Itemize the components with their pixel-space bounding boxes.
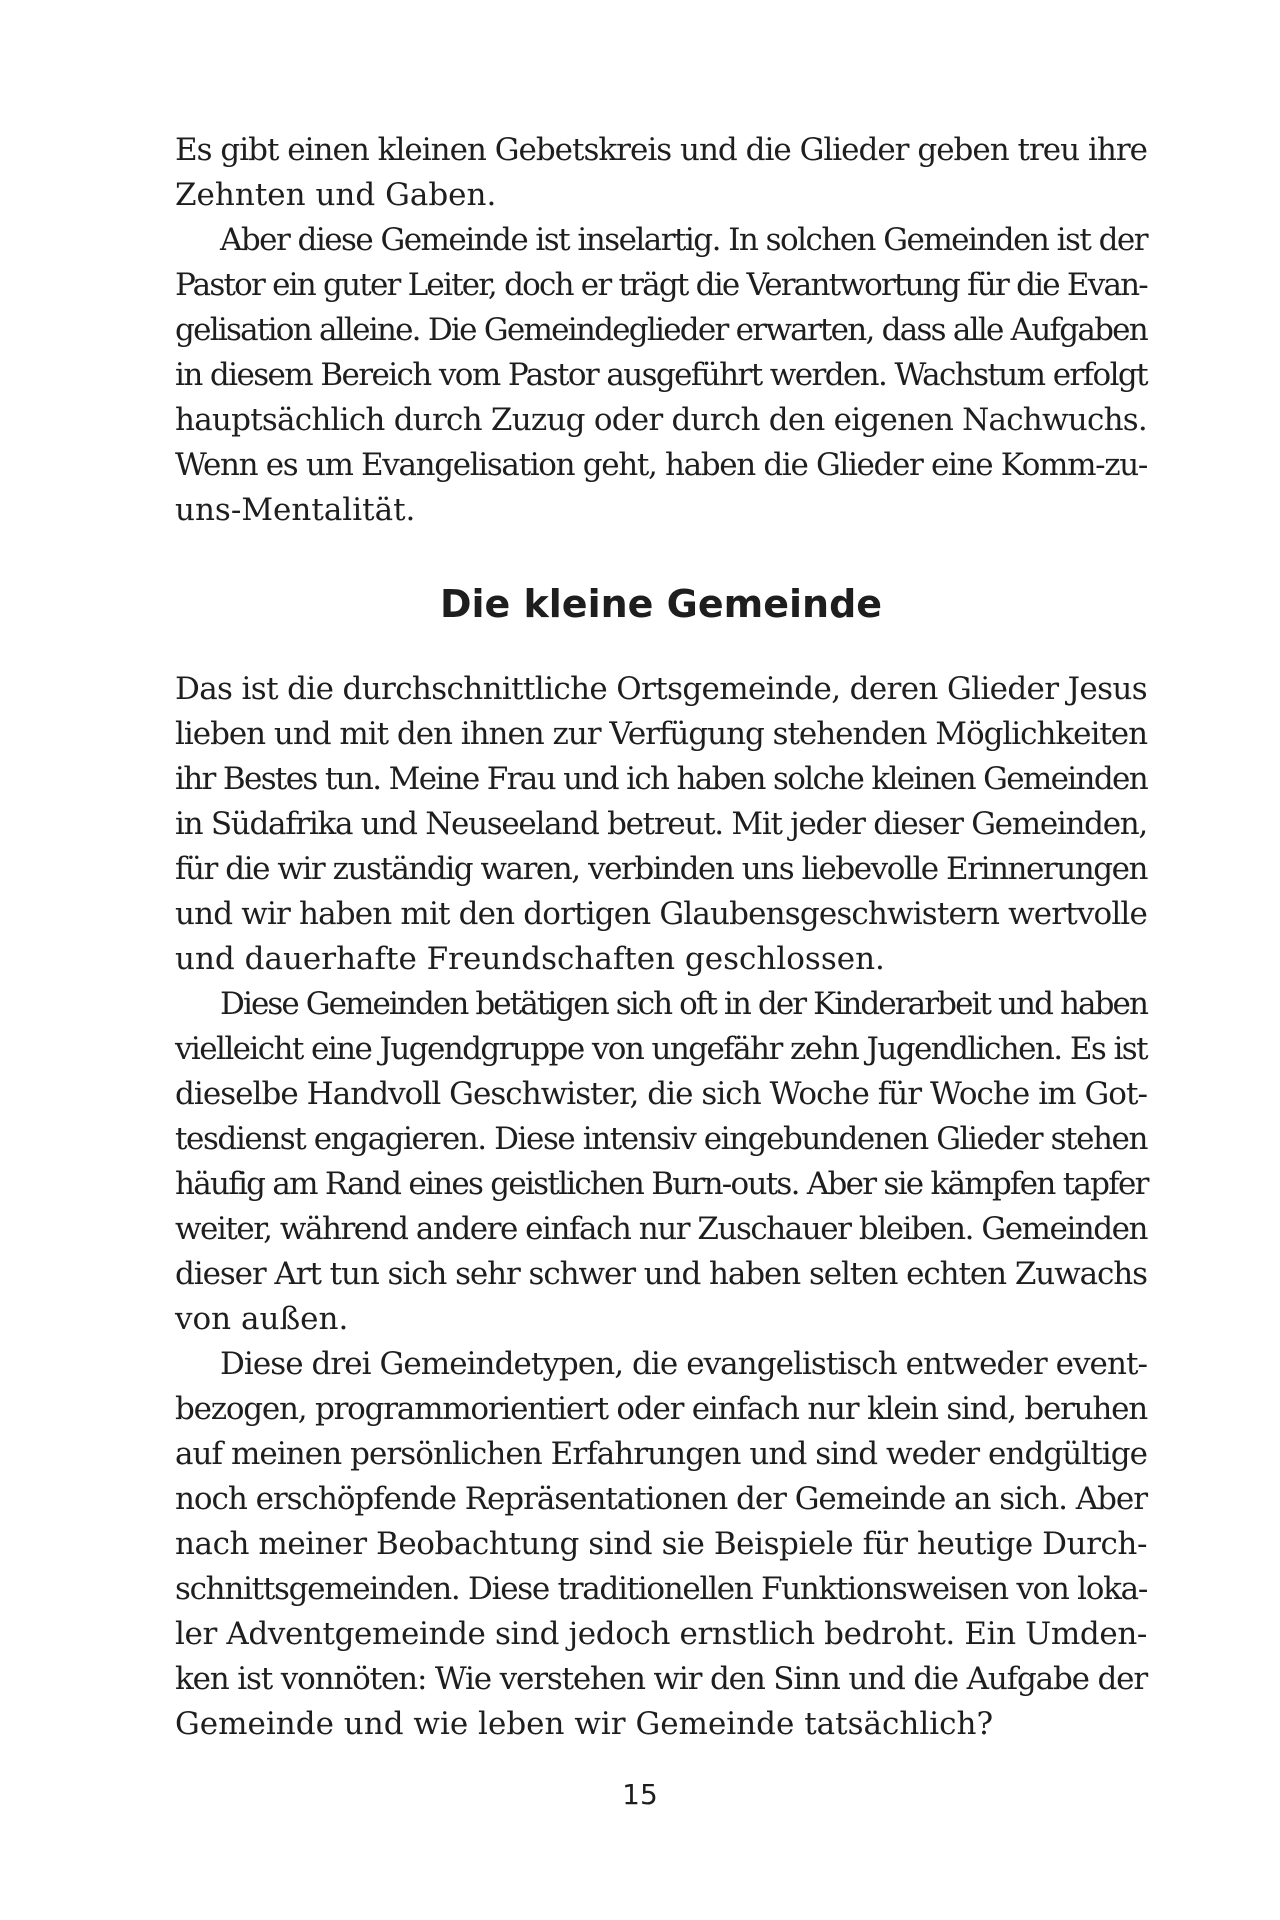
text-line: uns-Mentalität. — [175, 492, 416, 528]
text-line: Pastor ein guter Leiter, doch er trägt die Verantwortung für die Evan- — [175, 267, 1147, 303]
text-line: von außen. — [175, 1301, 349, 1337]
page-number: 15 — [622, 1778, 658, 1811]
text-line: schnittsgemeinden. Diese traditionellen Funktionsweisen von loka- — [175, 1571, 1147, 1607]
text-line: tesdienst engagieren. Diese intensiv eingebundenen Glieder stehen — [175, 1121, 1147, 1157]
text-line: Wenn es um Evangelisation geht, haben die Glieder eine Komm-zu- — [175, 447, 1147, 483]
text-line: ihr Bestes tun. Meine Frau und ich haben solche kleinen Gemeinden — [175, 761, 1147, 797]
text-line: häufig am Rand eines geistlichen Burn-outs. Aber sie kämpfen tapfer — [175, 1166, 1148, 1202]
text-line: gelisation alleine. Die Gemeindeglieder erwarten, dass alle Aufgaben — [175, 312, 1147, 348]
text-line: Es gibt einen kleinen Gebetskreis und die Glieder geben treu ihre — [175, 132, 1147, 168]
text-line: Diese drei Gemeindetypen, die evangelistisch entweder event- — [220, 1346, 1147, 1382]
text-line: in diesem Bereich vom Pastor ausgeführt werden. Wachstum erfolgt — [175, 357, 1147, 393]
section-heading: Die kleine Gemeinde — [439, 582, 883, 626]
text-line: ken ist vonnöten: Wie verstehen wir den Sinn und die Aufgabe der — [175, 1661, 1147, 1697]
text-line: bezogen, programmorientiert oder einfach nur klein sind, beruhen — [175, 1391, 1147, 1427]
text-line: dieselbe Handvoll Geschwister, die sich Woche für Woche im Got- — [175, 1076, 1147, 1112]
text-line: auf meinen persönlichen Erfahrungen und sind weder endgültige — [175, 1436, 1147, 1472]
text-line: in Südafrika und Neuseeland betreut. Mit jeder dieser Gemeinden, — [175, 806, 1147, 842]
text-line: lieben und mit den ihnen zur Verfügung stehenden Möglichkeiten — [175, 716, 1147, 752]
text-block-bottom — [175, 667, 1147, 1747]
text-line: und dauerhafte Freundschaften geschlossen. — [175, 941, 885, 977]
text-line: Gemeinde und wie leben wir Gemeinde tatsächlich? — [175, 1706, 994, 1742]
text-line: dieser Art tun sich sehr schwer und haben selten echten Zuwachs — [175, 1256, 1147, 1292]
text-line: nach meiner Beobachtung sind sie Beispiele für heutige Durch- — [175, 1526, 1147, 1562]
text-line: weiter, während andere einfach nur Zuschauer bleiben. Gemeinden — [175, 1211, 1147, 1247]
text-line: hauptsächlich durch Zuzug oder durch den eigenen Nachwuchs. — [175, 402, 1148, 438]
text-line: für die wir zuständig waren, verbinden uns liebevolle Erinnerungen — [175, 851, 1147, 887]
text-line: Zehnten und Gaben. — [175, 177, 497, 213]
text-line: und wir haben mit den dortigen Glaubensgeschwistern wertvolle — [175, 896, 1147, 932]
text-line: noch erschöpfende Repräsentationen der Gemeinde an sich. Aber — [175, 1481, 1147, 1517]
text-line: Das ist die durchschnittliche Ortsgemeinde, deren Glieder Jesus — [175, 671, 1147, 707]
text-block-top — [175, 128, 1147, 533]
text-line: Aber diese Gemeinde ist inselartig. In solchen Gemeinden ist der — [220, 222, 1147, 258]
text-line: vielleicht eine Jugendgruppe von ungefähr zehn Jugendlichen. Es ist — [175, 1031, 1147, 1067]
text-line: Diese Gemeinden betätigen sich oft in der Kinderarbeit und haben — [220, 986, 1147, 1022]
text-line: ler Adventgemeinde sind jedoch ernstlich bedroht. Ein Umden- — [175, 1616, 1147, 1652]
